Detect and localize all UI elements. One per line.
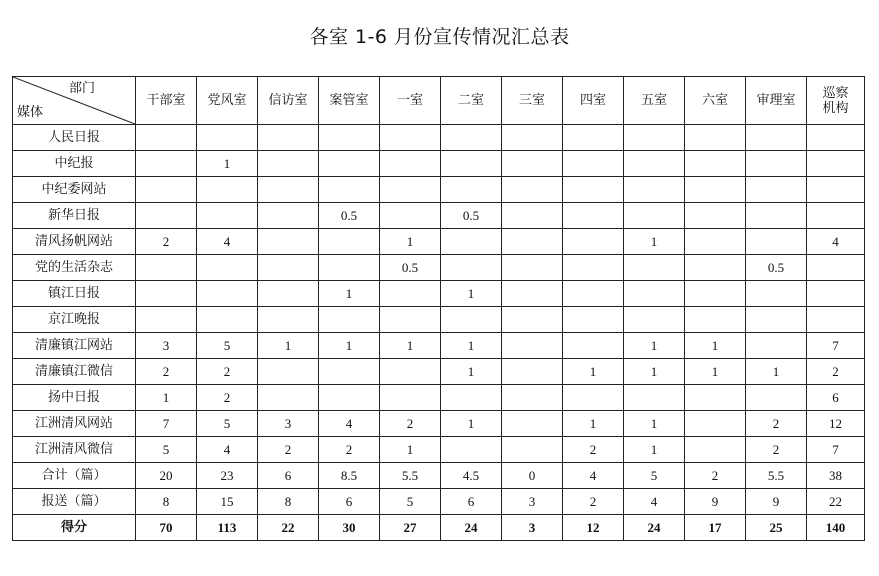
table-cell: 8 [136, 489, 197, 515]
table-cell: 5 [197, 411, 258, 437]
table-cell [258, 307, 319, 333]
table-cell: 2 [685, 463, 746, 489]
table-cell: 15 [197, 489, 258, 515]
table-cell [502, 385, 563, 411]
table-cell: 5.5 [380, 463, 441, 489]
table-cell: 3 [502, 489, 563, 515]
table-cell: 0.5 [319, 203, 380, 229]
table-cell [502, 255, 563, 281]
column-header: 六室 [685, 77, 746, 125]
table-cell: 0.5 [746, 255, 807, 281]
table-cell [319, 359, 380, 385]
table-cell: 1 [258, 333, 319, 359]
table-cell [380, 125, 441, 151]
table-cell: 6 [319, 489, 380, 515]
table-cell: 38 [807, 463, 865, 489]
table-cell: 0 [502, 463, 563, 489]
table-cell: 1 [685, 359, 746, 385]
table-cell [807, 255, 865, 281]
table-cell [563, 203, 624, 229]
table-cell: 25 [746, 515, 807, 541]
table-cell [380, 307, 441, 333]
table-cell: 2 [136, 359, 197, 385]
table-cell: 1 [319, 333, 380, 359]
table-cell [380, 359, 441, 385]
row-label: 江洲清风网站 [13, 411, 136, 437]
table-cell: 3 [258, 411, 319, 437]
table-cell: 3 [136, 333, 197, 359]
table-cell [624, 281, 685, 307]
row-label: 报送（篇） [13, 489, 136, 515]
table-cell [502, 307, 563, 333]
table-cell [807, 125, 865, 151]
table-cell: 12 [807, 411, 865, 437]
row-label: 人民日报 [13, 125, 136, 151]
table-cell: 24 [441, 515, 502, 541]
table-cell: 4 [197, 229, 258, 255]
corner-dept-label: 部门 [68, 81, 95, 96]
table-cell [441, 437, 502, 463]
table-cell [441, 125, 502, 151]
table-row [13, 489, 865, 515]
table-row [13, 333, 865, 359]
table-cell [502, 151, 563, 177]
table-cell [624, 255, 685, 281]
table-cell [258, 125, 319, 151]
table-cell [563, 177, 624, 203]
table-cell [136, 255, 197, 281]
table-cell: 12 [563, 515, 624, 541]
table-cell: 1 [624, 229, 685, 255]
table-row [13, 463, 865, 489]
table-cell [746, 177, 807, 203]
table-row [13, 307, 865, 333]
table-cell [502, 125, 563, 151]
table-cell: 24 [624, 515, 685, 541]
table-cell [807, 151, 865, 177]
table-cell [807, 307, 865, 333]
row-label: 党的生活杂志 [13, 255, 136, 281]
table-cell [624, 385, 685, 411]
row-label: 清风扬帆网站 [13, 229, 136, 255]
score-row [13, 515, 865, 541]
table-cell: 140 [807, 515, 865, 541]
table-cell: 6 [258, 463, 319, 489]
table-cell: 1 [624, 359, 685, 385]
column-header: 一室 [380, 77, 441, 125]
column-header-line: 机构 [822, 100, 849, 116]
row-label: 得分 [13, 515, 136, 541]
table-cell [380, 385, 441, 411]
table-row [13, 281, 865, 307]
table-cell: 1 [441, 281, 502, 307]
table-cell [563, 255, 624, 281]
table-cell [746, 333, 807, 359]
table-cell: 2 [197, 359, 258, 385]
table-cell [136, 203, 197, 229]
table-cell: 2 [563, 437, 624, 463]
table-body [13, 125, 865, 541]
column-header: 干部室 [136, 77, 197, 125]
table-cell [563, 229, 624, 255]
table-cell: 0.5 [380, 255, 441, 281]
table-cell [319, 307, 380, 333]
table-cell [502, 229, 563, 255]
column-header: 信访室 [258, 77, 319, 125]
table-cell: 1 [441, 359, 502, 385]
table-cell [441, 385, 502, 411]
table-cell [258, 281, 319, 307]
table-cell [746, 281, 807, 307]
table-cell: 5.5 [746, 463, 807, 489]
table-cell [502, 411, 563, 437]
column-header-line: 巡察 [822, 85, 849, 101]
row-label: 镇江日报 [13, 281, 136, 307]
table-cell: 5 [380, 489, 441, 515]
table-cell: 8.5 [319, 463, 380, 489]
table-row [13, 151, 865, 177]
table-cell: 7 [807, 333, 865, 359]
row-label: 江洲清风微信 [13, 437, 136, 463]
table-cell [746, 307, 807, 333]
table-cell: 5 [136, 437, 197, 463]
table-cell [319, 125, 380, 151]
table-cell [502, 359, 563, 385]
table-cell [502, 437, 563, 463]
table-cell [746, 229, 807, 255]
table-cell: 1 [380, 437, 441, 463]
table-cell: 1 [197, 151, 258, 177]
row-label: 清廉镇江网站 [13, 333, 136, 359]
table-cell: 1 [624, 333, 685, 359]
table-cell: 0.5 [441, 203, 502, 229]
column-header: 四室 [563, 77, 624, 125]
table-cell: 113 [197, 515, 258, 541]
table-cell [441, 151, 502, 177]
table-cell [685, 281, 746, 307]
table-cell [685, 125, 746, 151]
table-cell [197, 177, 258, 203]
table-cell [258, 203, 319, 229]
table-cell [502, 333, 563, 359]
table-cell [197, 281, 258, 307]
table-cell [441, 307, 502, 333]
table-cell [685, 385, 746, 411]
table-cell: 4 [319, 411, 380, 437]
table-cell [807, 177, 865, 203]
table-cell [502, 281, 563, 307]
table-cell: 6 [441, 489, 502, 515]
table-cell [197, 255, 258, 281]
table-cell: 7 [136, 411, 197, 437]
table-cell [136, 307, 197, 333]
table-cell [685, 255, 746, 281]
table-cell: 1 [563, 411, 624, 437]
table-cell [197, 203, 258, 229]
table-cell: 17 [685, 515, 746, 541]
table-cell: 9 [746, 489, 807, 515]
table-row [13, 359, 865, 385]
table-cell [380, 151, 441, 177]
column-header: 案管室 [319, 77, 380, 125]
table-row [13, 437, 865, 463]
table-cell [441, 177, 502, 203]
table-cell [746, 151, 807, 177]
table-cell: 7 [807, 437, 865, 463]
table-cell: 1 [563, 359, 624, 385]
table-cell: 27 [380, 515, 441, 541]
column-header: 二室 [441, 77, 502, 125]
table-cell [258, 229, 319, 255]
table-cell [746, 385, 807, 411]
table-cell: 4 [624, 489, 685, 515]
table-cell [258, 385, 319, 411]
table-cell [685, 229, 746, 255]
table-row [13, 125, 865, 151]
table-cell: 1 [685, 333, 746, 359]
table-cell [685, 307, 746, 333]
table-cell: 22 [807, 489, 865, 515]
table-cell [685, 203, 746, 229]
row-label: 新华日报 [13, 203, 136, 229]
table-cell [624, 203, 685, 229]
table-row [13, 255, 865, 281]
table-cell: 1 [624, 437, 685, 463]
table-cell [258, 255, 319, 281]
row-label: 中纪报 [13, 151, 136, 177]
table-cell [563, 307, 624, 333]
table-cell [258, 359, 319, 385]
table-cell [319, 255, 380, 281]
table-cell [685, 437, 746, 463]
table-cell: 1 [441, 411, 502, 437]
table-cell: 4 [197, 437, 258, 463]
table-cell: 2 [258, 437, 319, 463]
table-cell: 6 [807, 385, 865, 411]
corner-media-label: 媒体 [17, 105, 44, 120]
table-cell [807, 203, 865, 229]
table-cell [136, 177, 197, 203]
row-label: 京江晚报 [13, 307, 136, 333]
corner-header [13, 77, 136, 125]
table-cell: 4 [807, 229, 865, 255]
table-cell [624, 177, 685, 203]
table-row [13, 203, 865, 229]
table-cell: 30 [319, 515, 380, 541]
table-cell [563, 333, 624, 359]
table-cell [136, 151, 197, 177]
table-cell: 4 [563, 463, 624, 489]
table-cell [380, 281, 441, 307]
table-cell: 70 [136, 515, 197, 541]
column-header: 三室 [502, 77, 563, 125]
row-label: 清廉镇江微信 [13, 359, 136, 385]
table-cell: 1 [746, 359, 807, 385]
table-cell [197, 307, 258, 333]
table-cell [258, 177, 319, 203]
column-header: 审理室 [746, 77, 807, 125]
table-cell: 2 [807, 359, 865, 385]
table-cell: 8 [258, 489, 319, 515]
table-cell: 5 [197, 333, 258, 359]
column-header-patrol [807, 77, 865, 125]
table-cell [502, 177, 563, 203]
row-label: 扬中日报 [13, 385, 136, 411]
table-cell: 2 [380, 411, 441, 437]
table-cell: 2 [746, 411, 807, 437]
table-cell [319, 177, 380, 203]
table-cell: 2 [197, 385, 258, 411]
table-cell: 1 [136, 385, 197, 411]
table-cell: 2 [746, 437, 807, 463]
table-cell: 4.5 [441, 463, 502, 489]
table-cell [563, 151, 624, 177]
table-cell: 9 [685, 489, 746, 515]
table-cell [380, 177, 441, 203]
row-label: 合计（篇） [13, 463, 136, 489]
summary-table [12, 76, 865, 541]
table-cell: 23 [197, 463, 258, 489]
table-cell: 1 [441, 333, 502, 359]
table-row [13, 177, 865, 203]
column-header: 党风室 [197, 77, 258, 125]
page-title: 各室 1-6 月份宣传情况汇总表 [309, 26, 570, 48]
table-cell [319, 229, 380, 255]
table-cell: 2 [319, 437, 380, 463]
table-cell [319, 385, 380, 411]
table-cell: 1 [624, 411, 685, 437]
header-row [13, 77, 865, 125]
table-cell: 3 [502, 515, 563, 541]
table-row [13, 385, 865, 411]
table-cell [685, 411, 746, 437]
table-cell [746, 125, 807, 151]
table-cell [258, 151, 319, 177]
table-cell: 1 [380, 333, 441, 359]
table-cell [563, 281, 624, 307]
table-cell [197, 125, 258, 151]
table-cell: 2 [563, 489, 624, 515]
table-cell [136, 125, 197, 151]
row-label: 中纪委网站 [13, 177, 136, 203]
table-cell: 2 [136, 229, 197, 255]
table-cell: 1 [380, 229, 441, 255]
table-row [13, 411, 865, 437]
table-cell [441, 255, 502, 281]
table-cell [136, 281, 197, 307]
table-cell: 22 [258, 515, 319, 541]
table-cell: 20 [136, 463, 197, 489]
table-cell: 1 [319, 281, 380, 307]
table-cell [380, 203, 441, 229]
table-cell [563, 385, 624, 411]
table-cell [624, 151, 685, 177]
table-cell [624, 125, 685, 151]
table-cell [441, 229, 502, 255]
table-cell [685, 151, 746, 177]
table-cell [624, 307, 685, 333]
table-row [13, 229, 865, 255]
table-cell [746, 203, 807, 229]
table-cell [807, 281, 865, 307]
table-cell [319, 151, 380, 177]
table-cell [685, 177, 746, 203]
table-cell: 5 [624, 463, 685, 489]
table-cell [502, 203, 563, 229]
column-header: 五室 [624, 77, 685, 125]
table-cell [563, 125, 624, 151]
